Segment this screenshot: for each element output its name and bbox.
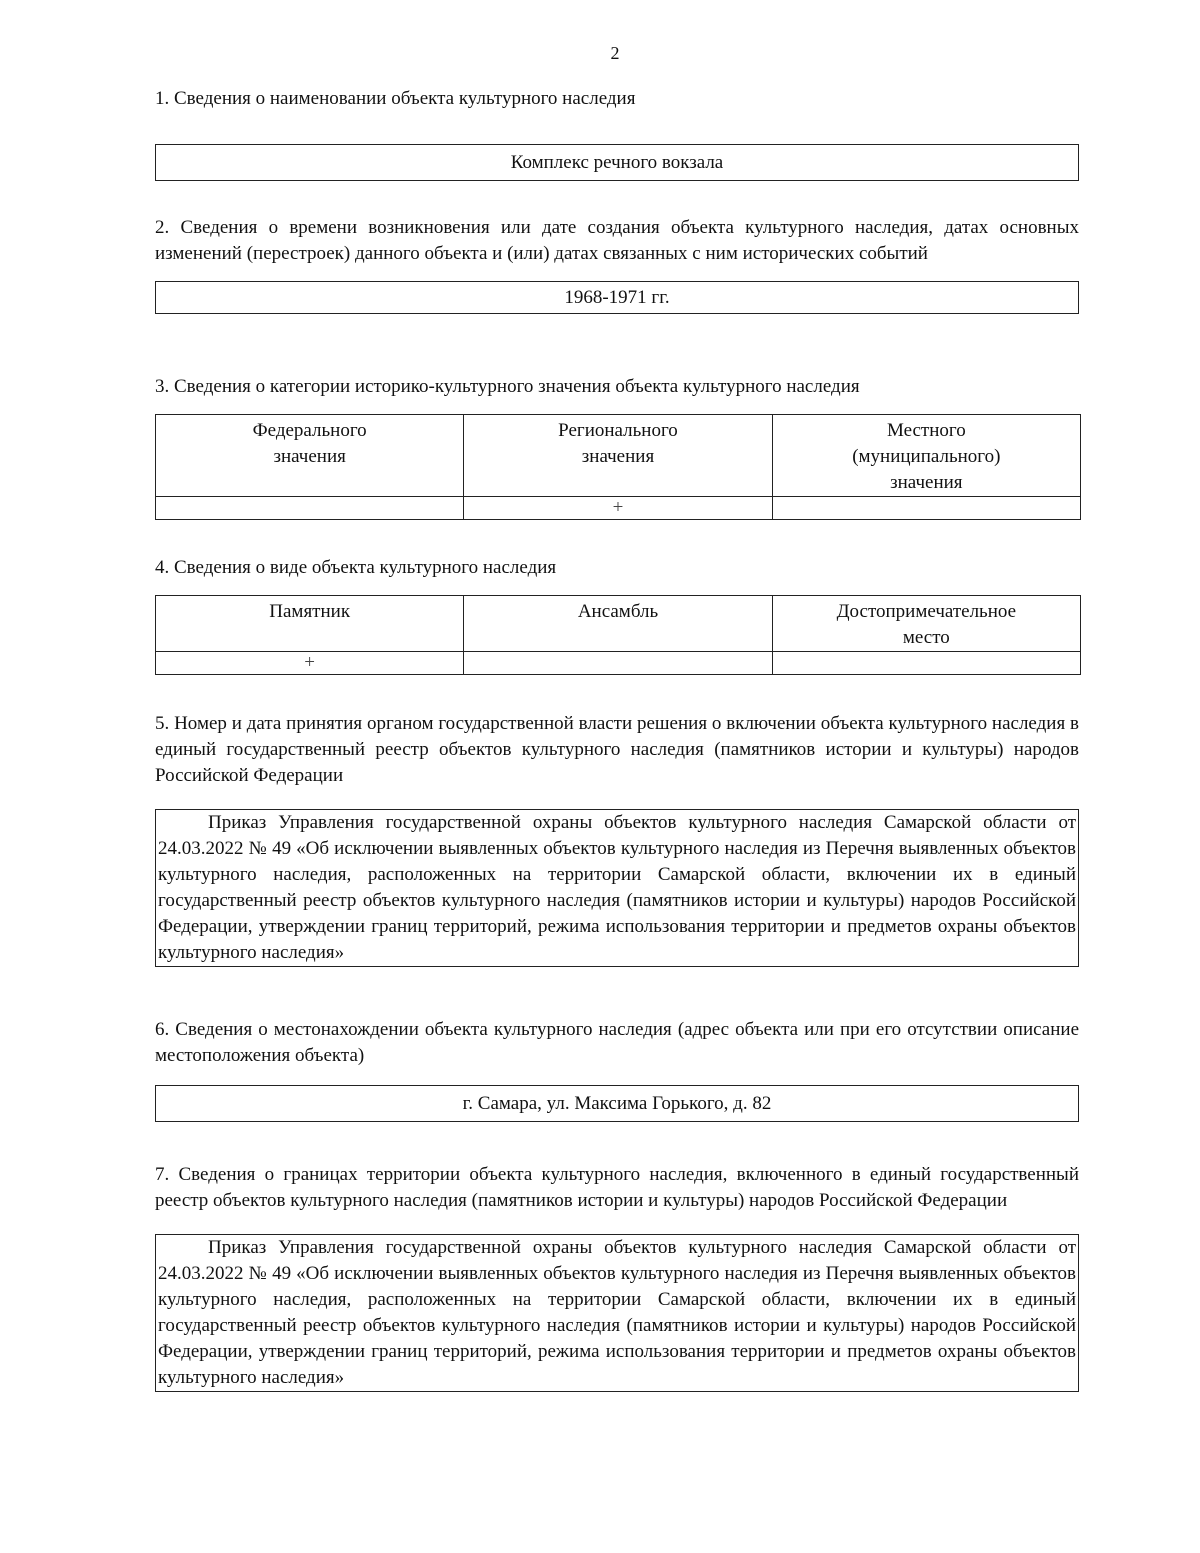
dates-box [155, 281, 1079, 314]
section-type-heading: 4. Сведения о виде объекта культурного наследия [155, 557, 557, 578]
category-table [155, 414, 1081, 520]
dates-value: 1968-1971 гг. [564, 287, 670, 308]
boundaries-box [155, 1234, 1079, 1392]
object-name-value: Комплекс речного вокзала [510, 152, 724, 173]
type-table [155, 595, 1081, 675]
page-number: 2 [610, 43, 620, 63]
type-landmark-mark [772, 652, 1080, 675]
section-category-heading: 3. Сведения о категории историко-культурного значения объекта культурного наследия [155, 376, 860, 397]
object-name-box [155, 144, 1079, 181]
registry-decision-box [155, 809, 1079, 967]
category-regional-header: Регионального значения [464, 415, 772, 497]
category-regional-mark: + [464, 497, 772, 520]
section-registry-decision-heading: 5. Номер и дата принятия органом государственной власти решения о включении объекта культурного наследия в единый государственный реестр объектов культурного наследия (памятников истории и культуры) народов Российской Федерации [155, 713, 1079, 786]
section-location [155, 1017, 1079, 1122]
section-location-heading: 6. Сведения о местонахождении объекта культурного наследия (адрес объекта или при его отсутствии описание местоположения объекта) [155, 1019, 1079, 1066]
type-ensemble-header: Ансамбль [464, 596, 772, 652]
location-value: г. Самара, ул. Максима Горького, д. 82 [462, 1093, 772, 1114]
type-monument-mark: + [156, 652, 464, 675]
category-local-header: Местного (муниципального) значения [772, 415, 1080, 497]
category-local-mark [772, 497, 1080, 520]
type-landmark-header: Достопримечательное место [772, 596, 1080, 652]
type-monument-header: Памятник [156, 596, 464, 652]
boundaries-value: Приказ Управления государственной охраны объектов культурного наследия Самарской области от 24.03.2022 № 49 «Об исключении выявленных объектов культурного наследия из Перечня выявленных объектов культурного наследия, расположенных на территории Самарской области, включении их в единый государственный реестр объектов культурного наследия (памятников истории и культуры) народов Российской Федерации, утверждении границ территорий, режима использования территории и предметов охраны объектов культурного наследия» [158, 1237, 1076, 1388]
type-ensemble-mark [464, 652, 772, 675]
section-name [155, 86, 1079, 181]
section-boundaries [155, 1162, 1079, 1392]
section-type [155, 555, 1079, 675]
section-dates-heading: 2. Сведения о времени возникновения или дате создания объекта культурного наследия, датах основных изменений (перестроек) данного объекта и (или) датах связанных с ним исторических событий [155, 217, 1079, 264]
category-federal-mark [156, 497, 464, 520]
section-dates [155, 215, 1079, 314]
section-name-heading: 1. Сведения о наименовании объекта культурного наследия [155, 88, 636, 109]
section-category [155, 374, 1079, 520]
section-registry-decision [155, 711, 1079, 967]
section-boundaries-heading: 7. Сведения о границах территории объекта культурного наследия, включенного в единый государственный реестр объектов культурного наследия (памятников истории и культуры) народов Российской Федерации [155, 1164, 1079, 1211]
category-federal-header: Федерального значения [156, 415, 464, 497]
registry-decision-value: Приказ Управления государственной охраны объектов культурного наследия Самарской области от 24.03.2022 № 49 «Об исключении выявленных объектов культурного наследия из Перечня выявленных объектов культурного наследия, расположенных на территории Самарской области, включении их в единый государственный реестр объектов культурного наследия (памятников истории и культуры) народов Российской Федерации, утверждении границ территорий, режима использования территории и предметов охраны объектов культурного наследия» [158, 812, 1076, 963]
location-box [155, 1085, 1079, 1122]
